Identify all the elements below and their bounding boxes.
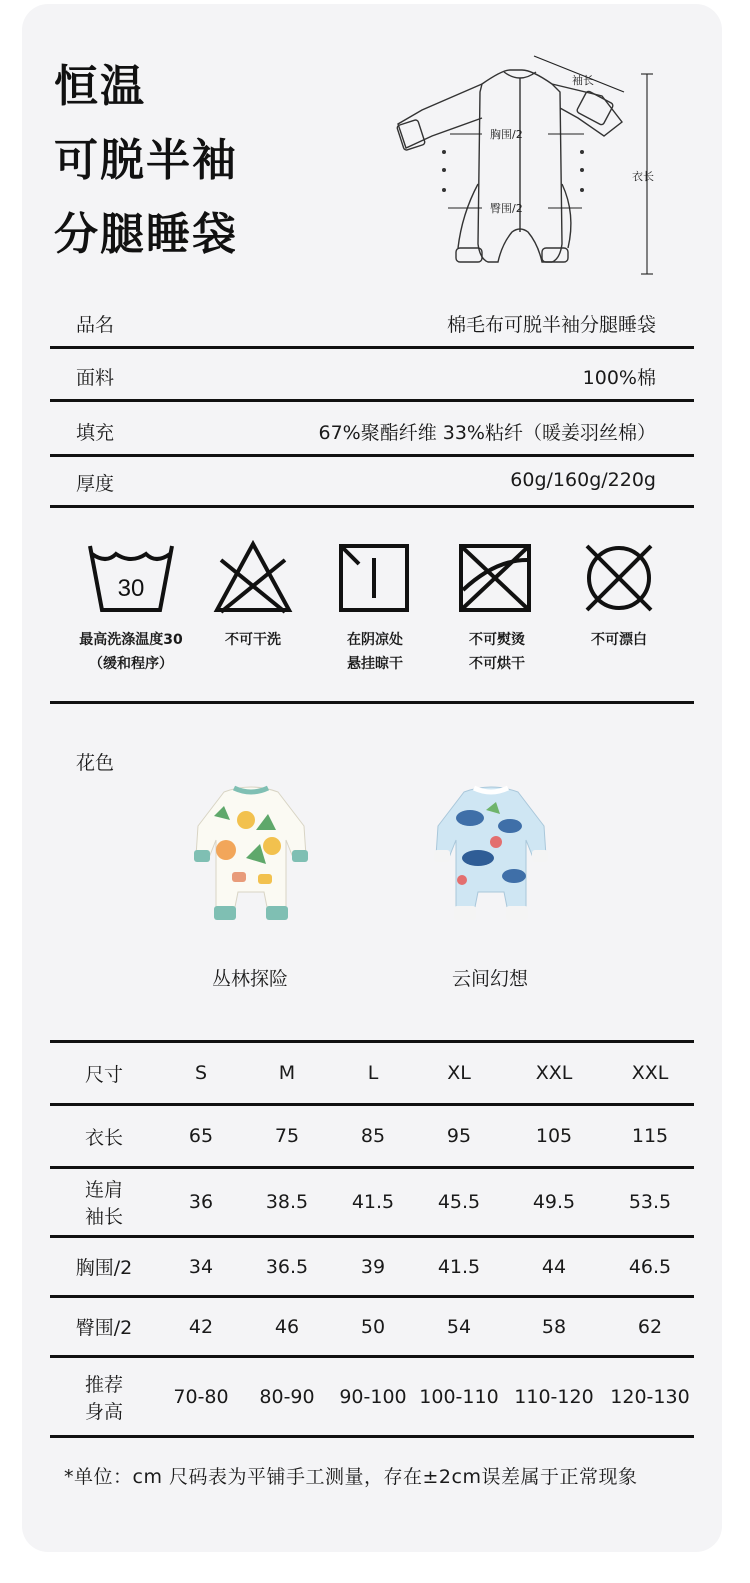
table-cell: 53.5	[606, 1168, 694, 1237]
table-cell: 80-90	[244, 1357, 330, 1437]
table-cell: 45.5	[416, 1168, 502, 1237]
pattern-name-clouds: 云间幻想	[451, 968, 528, 990]
spec-key: 面料	[76, 367, 115, 389]
care-label-line2: （缓和程序）	[89, 656, 173, 672]
table-cell: 75	[244, 1105, 330, 1168]
care-item-dry-clean	[188, 540, 318, 652]
spec-key: 品名	[76, 314, 115, 336]
table-cell: 44	[502, 1237, 606, 1297]
spec-value: 60g/160g/220g	[510, 469, 656, 491]
care-item-bleach	[554, 540, 684, 652]
table-cell: 50	[330, 1297, 416, 1357]
section-divider	[50, 701, 694, 704]
spec-value: 棉毛布可脱半袖分腿睡袋	[446, 314, 656, 336]
care-label-line1: 不可干洗	[225, 632, 281, 648]
table-header-cell: L	[330, 1042, 416, 1105]
table-cell: 90-100	[330, 1357, 416, 1437]
table-cell: 42	[158, 1297, 244, 1357]
table-cell: 95	[416, 1105, 502, 1168]
care-label-line1: 不可熨烫	[469, 632, 525, 648]
row-label	[50, 1357, 158, 1437]
table-cell: 70-80	[158, 1357, 244, 1437]
table-cell: 36.5	[244, 1237, 330, 1297]
care-label-line1: 最高洗涤温度30	[79, 632, 183, 648]
wash-temp-number: 30	[117, 575, 145, 602]
row-label-line: 身高	[84, 1400, 123, 1423]
table-row	[50, 1357, 694, 1437]
table-cell: 65	[158, 1105, 244, 1168]
wash-30-icon	[86, 540, 176, 616]
patterns-title: 花色	[76, 752, 115, 774]
table-cell: 54	[416, 1297, 502, 1357]
table-cell: 41.5	[416, 1237, 502, 1297]
pattern-name-jungle: 丛林探险	[211, 968, 288, 990]
table-row	[50, 1237, 694, 1297]
table-header-cell: M	[244, 1042, 330, 1105]
product-image-clouds	[426, 780, 556, 950]
care-item-wash	[66, 540, 196, 676]
spec-value: 67%聚酯纤维 33%粘纤（暖姜羽丝棉）	[318, 422, 656, 444]
sleeve-length-label: 袖长	[572, 74, 594, 87]
table-cell: 46.5	[606, 1237, 694, 1297]
title-line-1: 恒温	[54, 61, 146, 112]
table-row	[50, 1105, 694, 1168]
table-row	[50, 1297, 694, 1357]
spec-key: 填充	[76, 422, 115, 444]
table-cell: 62	[606, 1297, 694, 1357]
table-cell: 34	[158, 1237, 244, 1297]
hip-label: 臀围/2	[490, 202, 523, 215]
care-label-line1: 在阴凉处	[347, 632, 403, 648]
title-line-3: 分腿睡袋	[54, 209, 238, 260]
table-cell: 100-110	[416, 1357, 502, 1437]
table-cell: 120-130	[606, 1357, 694, 1437]
table-cell: 115	[606, 1105, 694, 1168]
no-bleach-icon	[579, 540, 659, 616]
size-table	[50, 1040, 694, 1438]
spec-value: 100%棉	[582, 367, 656, 389]
no-iron-no-tumble-icon	[457, 540, 537, 616]
chest-label: 胸围/2	[490, 128, 523, 141]
spec-row-thickness	[50, 455, 694, 508]
table-header-cell: XXL	[502, 1042, 606, 1105]
table-cell: 46	[244, 1297, 330, 1357]
care-label-line2: 不可烘干	[469, 656, 525, 672]
care-label-line1: 不可漂白	[591, 632, 647, 648]
table-header-row	[50, 1042, 694, 1105]
row-label-line: 连肩	[84, 1179, 123, 1201]
row-label-line: 袖长	[84, 1206, 123, 1228]
table-cell: 49.5	[502, 1168, 606, 1237]
table-header-cell: XL	[416, 1042, 502, 1105]
table-cell: 41.5	[330, 1168, 416, 1237]
table-header-cell: S	[158, 1042, 244, 1105]
table-header-cell: 尺寸	[50, 1042, 158, 1105]
table-row	[50, 1168, 694, 1237]
measurement-note: *单位：cm 尺码表为平铺手工测量，存在±2cm误差属于正常现象	[64, 1466, 638, 1488]
row-label: 臀围/2	[50, 1297, 158, 1357]
row-label: 衣长	[50, 1105, 158, 1168]
spec-row-filling	[50, 404, 694, 457]
care-item-iron-tumble	[432, 540, 562, 676]
table-cell: 39	[330, 1237, 416, 1297]
row-label-line: 推荐	[84, 1373, 123, 1396]
spec-row-fabric	[50, 349, 694, 402]
table-cell: 58	[502, 1297, 606, 1357]
length-label: 衣长	[632, 170, 654, 183]
row-label	[50, 1168, 158, 1237]
care-item-drip-dry	[310, 540, 440, 676]
care-label-line2: 悬挂晾干	[347, 656, 403, 672]
spec-key: 厚度	[76, 473, 115, 495]
table-header-cell: XXL	[606, 1042, 694, 1105]
table-cell: 85	[330, 1105, 416, 1168]
row-label: 胸围/2	[50, 1237, 158, 1297]
garment-diagram	[392, 44, 672, 284]
title-line-2: 可脱半袖	[54, 135, 238, 186]
product-image-jungle	[186, 780, 316, 950]
table-cell: 38.5	[244, 1168, 330, 1237]
drip-dry-shade-icon	[337, 540, 413, 616]
spec-row-name	[50, 296, 694, 349]
table-cell: 110-120	[502, 1357, 606, 1437]
table-cell: 36	[158, 1168, 244, 1237]
no-dry-clean-icon	[213, 540, 293, 616]
table-cell: 105	[502, 1105, 606, 1168]
